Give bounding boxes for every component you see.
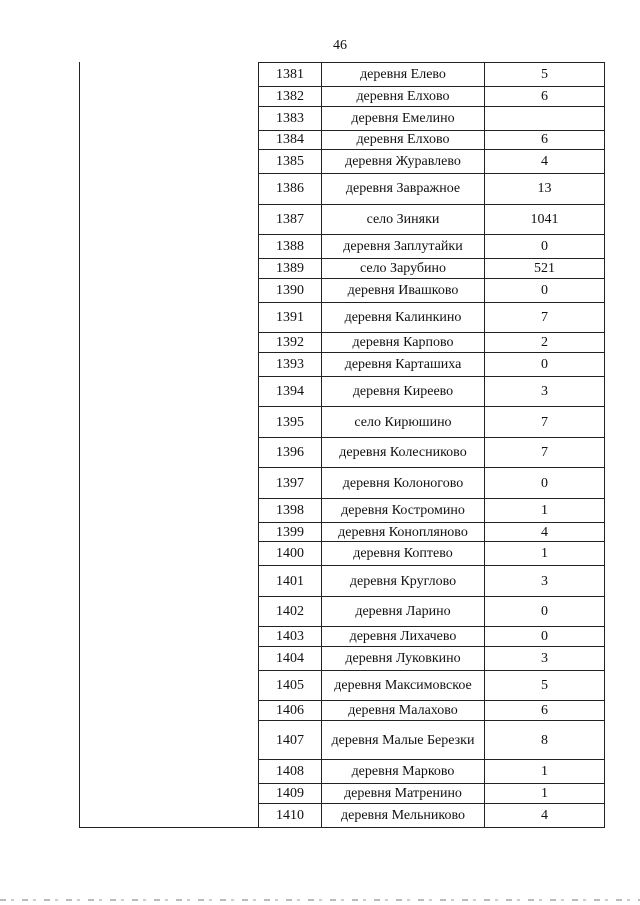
table-row <box>259 86 605 106</box>
table-row <box>259 437 605 468</box>
settlement-value: 7 <box>485 437 605 468</box>
table-row <box>259 720 605 759</box>
settlement-name: деревня Малахово <box>322 701 485 721</box>
table-row <box>259 468 605 499</box>
settlement-name: деревня Карпово <box>322 333 485 353</box>
row-number: 1387 <box>259 204 322 235</box>
table-row <box>259 333 605 353</box>
table-row <box>259 302 605 333</box>
settlement-name: деревня Емелино <box>322 106 485 130</box>
settlement-value: 2 <box>485 333 605 353</box>
page-number: 46 <box>333 38 347 53</box>
table-row <box>259 760 605 784</box>
row-number: 1388 <box>259 235 322 259</box>
table-row <box>259 376 605 407</box>
settlement-name: деревня Матренино <box>322 784 485 804</box>
settlement-value: 6 <box>485 130 605 150</box>
row-number: 1386 <box>259 174 322 205</box>
row-number: 1402 <box>259 596 322 627</box>
settlement-value: 7 <box>485 407 605 438</box>
table-row <box>259 627 605 647</box>
settlement-name: деревня Лихачево <box>322 627 485 647</box>
row-number: 1390 <box>259 278 322 302</box>
settlement-value: 0 <box>485 468 605 499</box>
row-number: 1389 <box>259 259 322 279</box>
table-row <box>259 522 605 542</box>
row-number: 1392 <box>259 333 322 353</box>
settlement-value: 0 <box>485 278 605 302</box>
table-row <box>259 542 605 566</box>
table-frame <box>79 62 603 828</box>
settlement-value: 1 <box>485 760 605 784</box>
settlement-value: 3 <box>485 376 605 407</box>
settlement-value: 4 <box>485 150 605 174</box>
row-number: 1409 <box>259 784 322 804</box>
row-number: 1406 <box>259 701 322 721</box>
row-number: 1405 <box>259 670 322 701</box>
settlement-value: 7 <box>485 302 605 333</box>
settlement-value: 1041 <box>485 204 605 235</box>
row-number: 1407 <box>259 720 322 759</box>
table-body <box>259 63 605 828</box>
settlement-name: деревня Марково <box>322 760 485 784</box>
settlement-name: деревня Коптево <box>322 542 485 566</box>
settlement-name: деревня Малые Березки <box>322 720 485 759</box>
row-number: 1391 <box>259 302 322 333</box>
settlement-value: 3 <box>485 566 605 597</box>
settlement-name: деревня Елхово <box>322 130 485 150</box>
settlement-name: деревня Журавлево <box>322 150 485 174</box>
settlement-name: деревня Завражное <box>322 174 485 205</box>
table-row <box>259 407 605 438</box>
settlement-value: 0 <box>485 235 605 259</box>
table-row <box>259 106 605 130</box>
row-number: 1384 <box>259 130 322 150</box>
settlements-table <box>258 62 605 828</box>
table-row <box>259 498 605 522</box>
settlement-name: деревня Заплутайки <box>322 235 485 259</box>
row-number: 1404 <box>259 646 322 670</box>
table-row <box>259 596 605 627</box>
table-row <box>259 646 605 670</box>
settlement-value: 1 <box>485 542 605 566</box>
table-row <box>259 803 605 827</box>
row-number: 1399 <box>259 522 322 542</box>
settlement-name: деревня Елево <box>322 63 485 87</box>
settlement-name: деревня Ларино <box>322 596 485 627</box>
settlement-name: деревня Максимовское <box>322 670 485 701</box>
settlement-value: 0 <box>485 627 605 647</box>
row-number: 1397 <box>259 468 322 499</box>
row-number: 1403 <box>259 627 322 647</box>
settlement-name: деревня Костромино <box>322 498 485 522</box>
table-row <box>259 174 605 205</box>
row-number: 1381 <box>259 63 322 87</box>
row-number: 1385 <box>259 150 322 174</box>
settlement-name: деревня Мельниково <box>322 803 485 827</box>
scan-artifact-line <box>0 899 640 901</box>
row-number: 1395 <box>259 407 322 438</box>
settlement-value: 1 <box>485 784 605 804</box>
row-number: 1382 <box>259 86 322 106</box>
settlement-name: деревня Конопляново <box>322 522 485 542</box>
table-row <box>259 204 605 235</box>
table-row <box>259 259 605 279</box>
settlement-name: деревня Елхово <box>322 86 485 106</box>
settlement-value: 6 <box>485 701 605 721</box>
table-row <box>259 235 605 259</box>
settlement-name: деревня Карташиха <box>322 352 485 376</box>
settlement-value: 521 <box>485 259 605 279</box>
settlement-value: 5 <box>485 63 605 87</box>
table-row <box>259 278 605 302</box>
table-row <box>259 150 605 174</box>
table-row <box>259 566 605 597</box>
row-number: 1394 <box>259 376 322 407</box>
settlement-value: 13 <box>485 174 605 205</box>
table-row <box>259 130 605 150</box>
settlement-value: 0 <box>485 352 605 376</box>
settlement-name: деревня Колоногово <box>322 468 485 499</box>
row-number: 1400 <box>259 542 322 566</box>
settlement-value <box>485 106 605 130</box>
table-row <box>259 784 605 804</box>
table-row <box>259 670 605 701</box>
settlement-name: деревня Круглово <box>322 566 485 597</box>
settlement-value: 1 <box>485 498 605 522</box>
settlement-value: 8 <box>485 720 605 759</box>
table-row <box>259 63 605 87</box>
settlement-value: 0 <box>485 596 605 627</box>
row-number: 1410 <box>259 803 322 827</box>
settlement-name: деревня Луковкино <box>322 646 485 670</box>
settlement-value: 4 <box>485 803 605 827</box>
settlement-name: деревня Ивашково <box>322 278 485 302</box>
settlement-name: село Зиняки <box>322 204 485 235</box>
row-number: 1393 <box>259 352 322 376</box>
row-number: 1383 <box>259 106 322 130</box>
table-row <box>259 352 605 376</box>
settlement-value: 6 <box>485 86 605 106</box>
settlement-name: деревня Киреево <box>322 376 485 407</box>
settlement-value: 5 <box>485 670 605 701</box>
settlement-value: 3 <box>485 646 605 670</box>
settlement-name: деревня Колесниково <box>322 437 485 468</box>
row-number: 1398 <box>259 498 322 522</box>
row-number: 1401 <box>259 566 322 597</box>
settlement-name: село Кирюшино <box>322 407 485 438</box>
settlement-value: 4 <box>485 522 605 542</box>
row-number: 1408 <box>259 760 322 784</box>
row-number: 1396 <box>259 437 322 468</box>
settlement-name: село Зарубино <box>322 259 485 279</box>
settlement-name: деревня Калинкино <box>322 302 485 333</box>
table-row <box>259 701 605 721</box>
